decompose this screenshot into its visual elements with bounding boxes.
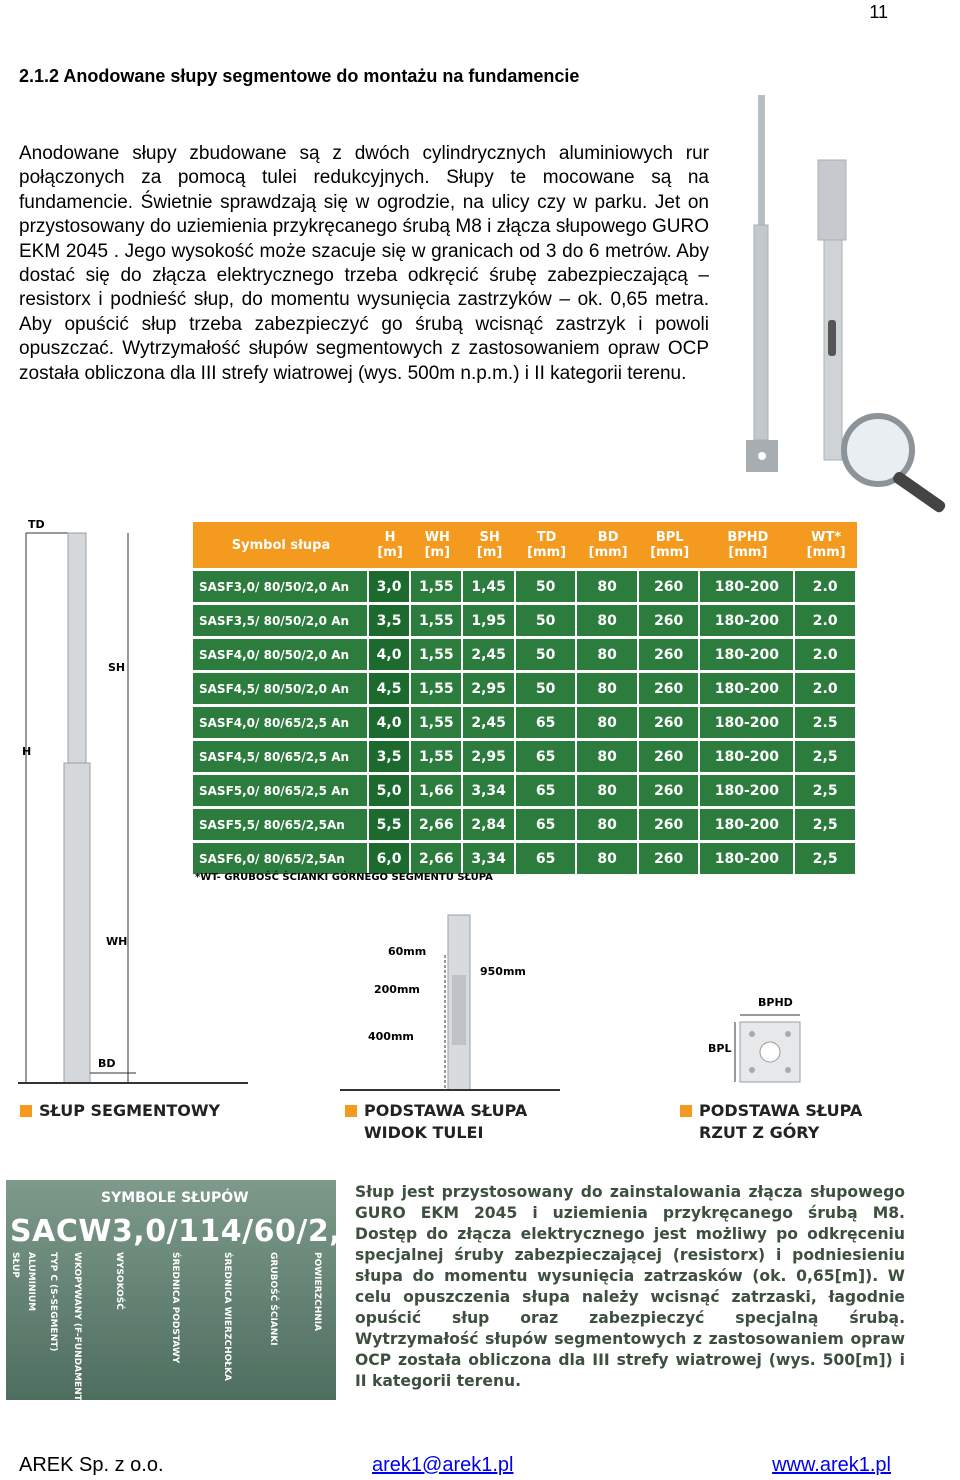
header-h-unit: [m] (377, 545, 403, 560)
table-cell: 2.0 (795, 605, 857, 636)
label-h: H (22, 745, 32, 758)
table-cell: 1,55 (411, 673, 463, 704)
header-bpl-label: BPL (655, 530, 684, 545)
label-200mm: 200mm (374, 983, 420, 996)
table-cell-symbol: SASF6,0/ 80/65/2,5An (193, 843, 369, 874)
table-cell: 2,95 (463, 673, 515, 704)
table-cell: 180-200 (700, 809, 795, 840)
table-cell: 80 (577, 707, 639, 738)
table-cell: 1,55 (411, 741, 463, 772)
table-cell: 260 (639, 639, 701, 670)
table-cell: 65 (516, 741, 578, 772)
table-cell: 5,0 (369, 775, 411, 806)
label-bd: BD (98, 1057, 116, 1070)
caption-top-view-text (699, 1100, 862, 1144)
table-cell: 2,45 (463, 639, 515, 670)
header-wt-label: WT* (811, 530, 842, 545)
table-cell: 3,34 (463, 843, 515, 874)
symbol-label: GRUBOŚĆ ŚCIANKI (268, 1252, 278, 1346)
table-cell: 260 (639, 741, 701, 772)
table-cell: 1,55 (411, 605, 463, 636)
header-td-unit: [mm] (527, 545, 567, 560)
footer-company: AREK Sp. z o.o. (19, 1454, 164, 1476)
table-cell: 2.5 (795, 707, 857, 738)
label-60mm: 60mm (388, 945, 427, 958)
table-cell: 50 (516, 673, 578, 704)
table-cell-symbol: SASF4,0/ 80/65/2,5 An (193, 707, 369, 738)
header-h-label: H (384, 530, 396, 545)
table-cell: 5,5 (369, 809, 411, 840)
header-bd (577, 522, 639, 568)
table-cell: 3,34 (463, 775, 515, 806)
table-row (193, 605, 857, 636)
header-sh (463, 522, 515, 568)
table-cell: 260 (639, 571, 701, 602)
table-cell: 80 (577, 741, 639, 772)
header-bphd-unit: [mm] (728, 545, 768, 560)
table-cell: 260 (639, 673, 701, 704)
pole-product-photo (740, 90, 955, 490)
symbol-label: ALUMINIUM (26, 1252, 36, 1312)
table-cell: 1,66 (411, 775, 463, 806)
header-wh-unit: [m] (424, 545, 451, 560)
table-row (193, 639, 857, 670)
spec-table-header (193, 522, 857, 568)
footer-website-link[interactable]: www.arek1.pl (772, 1454, 891, 1476)
table-cell: 50 (516, 605, 578, 636)
table-cell: 1,55 (411, 639, 463, 670)
segmented-pole-drawing (18, 515, 258, 1100)
symbols-description: Słup jest przystosowany do zainstalowania złącza słupowego GURO EKM 2045 i uziemienia przykręcanego śrubą M8. Dostęp do złącza elektrycznego jest możliwy po odkręceniu specjalnej śruby zabezpieczającej (resistorx) i podniesieniu słupa do momentu wysunięcia zatrzasków (ok. 0,65[m]). W celu opuszczenia słupa należy wcisnąć zatrzaski, łagodnie opuścić słup oraz zabezpieczyć specjalną śrubą. Wytrzymałość słupów segmentowych z zastosowaniem opraw OCP została obliczona dla III strefy wiatrowej (wys. 500[m]) i II kategorii terenu. (355, 1183, 905, 1390)
caption-bullet (680, 1105, 692, 1117)
header-bphd (700, 522, 795, 568)
table-cell: 2,5 (795, 741, 857, 772)
table-cell: 50 (516, 571, 578, 602)
table-cell: 80 (577, 673, 639, 704)
table-cell: 80 (577, 639, 639, 670)
header-bphd-label: BPHD (727, 530, 769, 545)
caption-top-view (680, 1100, 862, 1144)
table-cell: 2.0 (795, 673, 857, 704)
table-cell: 260 (639, 605, 701, 636)
header-symbol-label: Symbol słupa (231, 537, 331, 553)
table-cell-symbol: SASF4,0/ 80/50/2,0 An (193, 639, 369, 670)
table-cell: 80 (577, 775, 639, 806)
table-row (193, 571, 857, 602)
table-cell: 2,95 (463, 741, 515, 772)
table-cell-symbol: SASF5,5/ 80/65/2,5An (193, 809, 369, 840)
header-wt-unit: [mm] (806, 545, 846, 560)
caption-bullet (20, 1105, 32, 1117)
table-cell: 3,5 (369, 605, 411, 636)
header-sh-unit: [m] (476, 545, 503, 560)
table-cell: 180-200 (700, 571, 795, 602)
caption-segmented-pole (20, 1100, 220, 1122)
symbol-label: WYSOKOŚĆ (114, 1252, 124, 1310)
header-sh-label: SH (479, 530, 500, 545)
table-footnote: *WT- GRUBOŚĆ ŚCIANKI GÓRNEGO SEGMENTU SŁUPA (195, 872, 493, 883)
table-cell: 260 (639, 843, 701, 874)
table-cell: 1,55 (411, 707, 463, 738)
intro-paragraph: Anodowane słupy zbudowane są z dwóch cylindrycznych aluminiowych rur połączonych za pomocą tulei redukcyjnych. Słupy te mocowane są na fundamencie. Świetnie sprawdzają się w ogrodzie, na ulicy czy w parku. Jet on przystosowany do uziemienia przykręcanego śrubą M8 i złącza słupowego GURO EKM 2045 . Jego wysokość może szacuje się w granicach od 3 do 6 metrów. Aby dostać się do złącza elektrycznego trzeba odkręcić śrubę zabezpieczającą – resistorx i podnieść słup, do momentu wysunięcia zastrzyków – ok. 0,65 metra. Aby opuścić słup trzeba zabezpieczyć go śrubą wcisnąć zastrzyk i powoli opuszczać. Wytrzymałość słupów segmentowych z zastosowaniem opraw OCP została obliczona dla III strefy wiatrowej (wys. 500m n.p.m.) i II kategorii terenu. (19, 143, 709, 384)
symbols-panel (6, 1180, 420, 1405)
table-cell: 180-200 (700, 775, 795, 806)
table-row (193, 843, 857, 874)
table-cell: 180-200 (700, 707, 795, 738)
table-cell: 1,95 (463, 605, 515, 636)
table-cell: 80 (577, 571, 639, 602)
table-row (193, 775, 857, 806)
table-cell: 4,0 (369, 707, 411, 738)
label-bpl: BPL (708, 1042, 732, 1055)
header-wt (795, 522, 857, 568)
section-heading: 2.1.2 Anodowane słupy segmentowe do montażu na fundamencie (19, 66, 580, 86)
symbol-label: ŚREDNICA PODSTAWY (170, 1252, 180, 1364)
table-cell: 260 (639, 809, 701, 840)
header-td-label: TD (536, 530, 557, 545)
label-400mm: 400mm (368, 1030, 414, 1043)
table-cell: 6,0 (369, 843, 411, 874)
symbol-code: SACW3,0/114/60/2,5/An (10, 1214, 420, 1249)
caption-top-line1: PODSTAWA SŁUPA (699, 1101, 863, 1120)
table-cell: 50 (516, 639, 578, 670)
table-cell-symbol: SASF4,5/ 80/50/2,0 An (193, 673, 369, 704)
caption-segmented-pole-text: SŁUP SEGMENTOWY (39, 1101, 221, 1120)
table-cell: 180-200 (700, 605, 795, 636)
page-number: 11 (869, 2, 888, 22)
table-cell: 4,0 (369, 639, 411, 670)
caption-sleeve-view-text (364, 1100, 527, 1144)
table-cell-symbol: SASF3,0/ 80/50/2,0 An (193, 571, 369, 602)
table-cell-symbol: SASF4,5/ 80/65/2,5 An (193, 741, 369, 772)
table-cell: 2,66 (411, 843, 463, 874)
table-cell: 3,5 (369, 741, 411, 772)
symbol-label: ŚREDNICA WIERZCHOŁKA (222, 1252, 232, 1382)
table-cell: 2,45 (463, 707, 515, 738)
table-cell: 2,5 (795, 775, 857, 806)
label-950mm: 950mm (480, 965, 526, 978)
header-wh (411, 522, 463, 568)
table-cell: 2,5 (795, 809, 857, 840)
label-wh: WH (106, 935, 128, 948)
table-row (193, 707, 857, 738)
spec-table-container (193, 519, 857, 877)
caption-sleeve-line2: WIDOK TULEI (364, 1123, 484, 1142)
table-cell-symbol: SASF3,5/ 80/50/2,0 An (193, 605, 369, 636)
table-cell: 80 (577, 809, 639, 840)
table-cell: 260 (639, 707, 701, 738)
label-sh: SH (108, 661, 126, 674)
spec-table-body (193, 571, 857, 874)
table-cell: 65 (516, 809, 578, 840)
top-view-drawing (690, 990, 850, 1100)
caption-top-line2: RZUT Z GÓRY (699, 1123, 820, 1142)
table-cell: 80 (577, 843, 639, 874)
table-cell: 65 (516, 775, 578, 806)
symbol-label: TYP C (S-SEGMENT) (48, 1252, 58, 1352)
table-cell: 4,5 (369, 673, 411, 704)
header-bd-label: BD (597, 530, 619, 545)
header-h (369, 522, 411, 568)
table-cell: 2.0 (795, 639, 857, 670)
header-bd-unit: [mm] (588, 545, 628, 560)
table-cell: 65 (516, 707, 578, 738)
table-cell: 180-200 (700, 673, 795, 704)
caption-sleeve-line1: PODSTAWA SŁUPA (364, 1101, 528, 1120)
label-bphd: BPHD (758, 996, 793, 1009)
table-cell: 2,84 (463, 809, 515, 840)
table-cell: 1,55 (411, 571, 463, 602)
symbol-label: WKOPYWANY (F-FUNDAMENT) (72, 1252, 82, 1405)
table-cell: 1,45 (463, 571, 515, 602)
symbol-label: SŁUP (10, 1252, 20, 1278)
spec-table (193, 519, 857, 877)
table-cell: 80 (577, 605, 639, 636)
table-cell: 260 (639, 775, 701, 806)
table-cell: 180-200 (700, 639, 795, 670)
table-cell: 3,0 (369, 571, 411, 602)
footer-email-link[interactable]: arek1@arek1.pl (372, 1454, 514, 1476)
header-bpl (639, 522, 701, 568)
table-cell: 2.0 (795, 571, 857, 602)
header-td (516, 522, 578, 568)
table-cell: 2,5 (795, 843, 857, 874)
table-row (193, 673, 857, 704)
table-row (193, 809, 857, 840)
table-cell: 2,66 (411, 809, 463, 840)
caption-bullet (345, 1105, 357, 1117)
table-cell-symbol: SASF5,0/ 80/65/2,5 An (193, 775, 369, 806)
header-wh-label: WH (424, 530, 450, 545)
symbol-label: POWIERZCHNIA (312, 1252, 322, 1332)
symbols-title: SYMBOLE SŁUPÓW (101, 1190, 249, 1206)
table-row (193, 741, 857, 772)
table-cell: 180-200 (700, 843, 795, 874)
sleeve-view-drawing (340, 915, 560, 1100)
header-bpl-unit: [mm] (650, 545, 690, 560)
caption-sleeve-view (345, 1100, 527, 1144)
table-cell: 65 (516, 843, 578, 874)
label-td: TD (28, 518, 45, 531)
table-cell: 180-200 (700, 741, 795, 772)
